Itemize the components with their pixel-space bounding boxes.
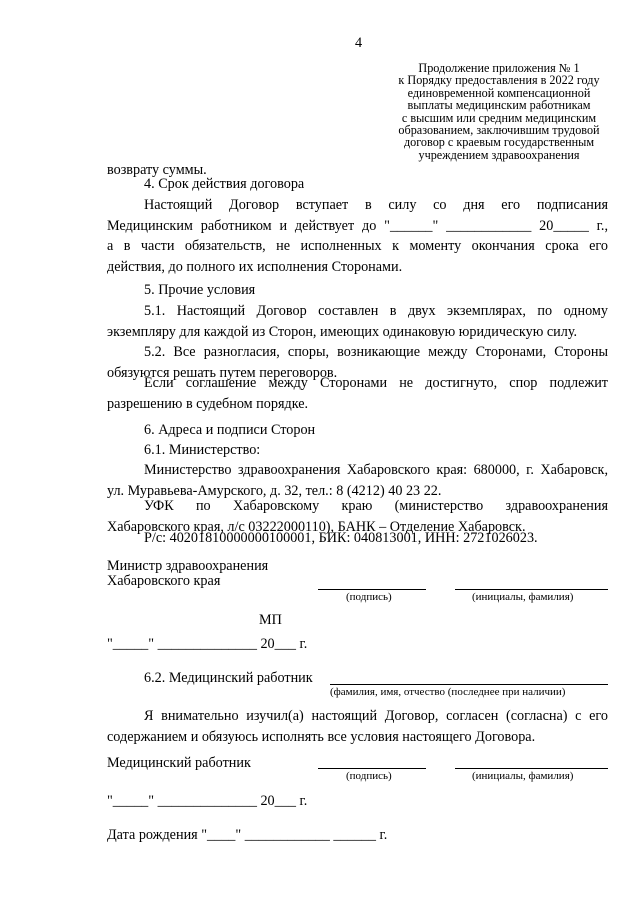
section-6-title: 6. Адреса и подписи Сторон: [144, 422, 316, 438]
worker-date-line: "_____" ______________ 20___ г.: [107, 793, 308, 809]
header-line: учреждением здравоохранения: [418, 147, 580, 162]
minister-line: Хабаровского края: [107, 573, 221, 589]
paragraph-line: УФК по Хабаровскому краю (министерство здравоохранения: [144, 498, 608, 514]
paragraph-line: разрешению в судебном порядке.: [107, 395, 309, 412]
bank-account: Р/с: 40201810000000100001, БИК: 040813001, ИНН: 2721026023.: [144, 530, 538, 546]
worker-label: Медицинский работник: [107, 755, 251, 771]
section-6-1-title: 6.1. Министерство:: [144, 442, 261, 458]
stamp-placeholder: МП: [259, 612, 282, 628]
paragraph-line: ул. Муравьева-Амурского, д. 32, тел.: 8 (4212) 40 23 22.: [107, 482, 442, 499]
section-5-3-paragraph: [107, 373, 608, 414]
paragraph-line: содержанием и обязуюсь исполнять все условия настоящего Договора.: [107, 728, 536, 745]
minister-line: Министр здравоохранения: [107, 558, 269, 574]
header-line: образованием, заключившим трудовой: [398, 123, 600, 138]
section-4-title: 4. Срок действия договора: [144, 176, 305, 192]
fio-caption: (фамилия, имя, отчество (последнее при наличии): [330, 686, 566, 698]
paragraph-line: Медицинским работником и действует до "______" ____________ 20_____ г.,: [107, 217, 608, 234]
acknowledgement: [107, 706, 608, 747]
signature-caption: (подпись): [346, 591, 392, 603]
paragraph-line: Если соглашение между Сторонами не достигнуто, спор подлежит: [144, 375, 608, 391]
section-4-paragraph: [107, 195, 608, 277]
header-line: с высшим или средним медицинским: [401, 110, 597, 125]
paragraph-line: Министерство здравоохранения Хабаровского края: 680000, г. Хабаровск,: [144, 462, 608, 478]
paragraph-line: а в части обязательств, не исполненных к моменту окончания срока его: [107, 238, 608, 254]
initials-caption: (инициалы, фамилия): [472, 770, 574, 782]
header-line: Продолжение приложения № 1: [418, 61, 580, 75]
header-line: единовременной компенсационной: [407, 85, 591, 100]
worker-signature-line: [318, 768, 426, 769]
section-5-title: 5. Прочие условия: [144, 282, 256, 298]
section-5-1-paragraph: [107, 301, 608, 342]
worker-name-line: [330, 684, 608, 685]
ministry-date-line: "_____" ______________ 20___ г.: [107, 636, 308, 652]
paragraph-line: Я внимательно изучил(а) настоящий Договор, согласен (согласна) с его: [144, 708, 608, 724]
worker-initials-line: [455, 768, 608, 769]
header-line: к Порядку предоставления в 2022 году: [398, 73, 600, 88]
minister-title: [107, 559, 268, 589]
page-number: 4: [355, 35, 363, 51]
minister-signature-line: [318, 589, 426, 590]
paragraph-line: Хабаровского края, л/с 03222000110), БАНК – Отделение Хабаровск.: [107, 518, 526, 535]
header-line: договор с краевым государственным: [403, 135, 595, 150]
birth-date-line: Дата рождения "____" ____________ ______ г.: [107, 827, 388, 843]
ministry-address: [107, 460, 608, 501]
paragraph-line: 5.1. Настоящий Договор составлен в двух экземплярах, по одному: [144, 303, 608, 319]
carryover-text: возврату суммы.: [107, 162, 207, 178]
paragraph-line: 5.2. Все разногласия, споры, возникающие между Сторонами, Стороны: [144, 344, 608, 360]
paragraph-line: Настоящий Договор вступает в силу со дня его подписания: [144, 197, 608, 213]
paragraph-line: экземпляру для каждой из Сторон, имеющих одинаковую юридическую силу.: [107, 323, 578, 340]
appendix-header: [380, 62, 618, 161]
paragraph-line: действия, до полного их исполнения Сторонами.: [107, 258, 403, 275]
paragraph-line: обязуются решать путем переговоров.: [107, 364, 338, 381]
minister-initials-line: [455, 589, 608, 590]
initials-caption: (инициалы, фамилия): [472, 591, 574, 603]
header-line: выплаты медицинским работникам: [407, 98, 591, 113]
section-6-2-title: 6.2. Медицинский работник: [144, 670, 313, 686]
signature-caption: (подпись): [346, 770, 392, 782]
